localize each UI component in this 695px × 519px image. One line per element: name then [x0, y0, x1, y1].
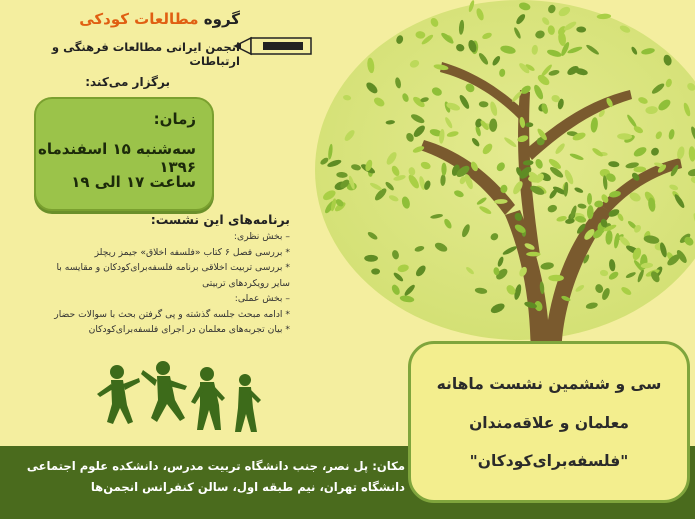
group-prefix: گروه [203, 10, 240, 28]
event-title-line-2: معلمان و علاقه‌مندان [469, 414, 629, 432]
event-title-line-3: "فلسفه‌برای‌کودکان" [469, 452, 629, 470]
program-item: * بررسی فصل ۶ کتاب «فلسفه اخلاق» جیمز ریچلز [94, 246, 290, 258]
event-title-panel [408, 341, 690, 503]
time-box [34, 97, 214, 211]
venue-line-2: دانشگاه تهران، نیم طبقه اول، سالن کنفرانس انجمن‌ها [90, 480, 405, 494]
program-item: سایر رویکردهای تربیتی [202, 277, 290, 289]
group-name: مطالعات کودکی [79, 10, 199, 28]
program-item: – بخش عملی: [234, 293, 290, 304]
program-section [10, 212, 290, 338]
program-item: – بخش نظری: [233, 231, 290, 242]
program-title: برنامه‌های این نشست: [150, 212, 290, 227]
time-label: زمان: [153, 110, 196, 128]
hosts-text: برگزار می‌کند: [85, 75, 170, 89]
program-item: * بیان تجربه‌های معلمان در اجرای فلسفه‌برای‌کودکان [88, 324, 290, 335]
venue-text [10, 456, 405, 498]
program-item: * ادامه مبحث جلسه گذشته و پی گرفتن بحث با سوالات حضار [54, 308, 290, 320]
association-name: انجمن ایرانی مطالعات فرهنگی و ارتباطات [51, 40, 240, 68]
pencil-icon [233, 35, 315, 57]
time-hours: ساعت ۱۷ الی ۱۹ [71, 173, 196, 191]
children-silhouettes [95, 360, 265, 450]
program-item: * بررسی تربیت اخلاقی برنامه فلسفه‌برای‌کودکان و مقایسه با [56, 262, 290, 273]
time-date: سه‌شنبه ۱۵ اسفندماه ۱۳۹۶ [38, 140, 196, 176]
event-title-line-1: سی و ششمین نشست ماهانه [436, 375, 662, 393]
header-block [8, 10, 240, 89]
group-title [8, 10, 240, 28]
venue-line-1: مکان: پل نصر، جنب دانشگاه تربیت مدرس، دانشکده علوم اجتماعی [26, 459, 405, 473]
program-list [10, 229, 290, 338]
